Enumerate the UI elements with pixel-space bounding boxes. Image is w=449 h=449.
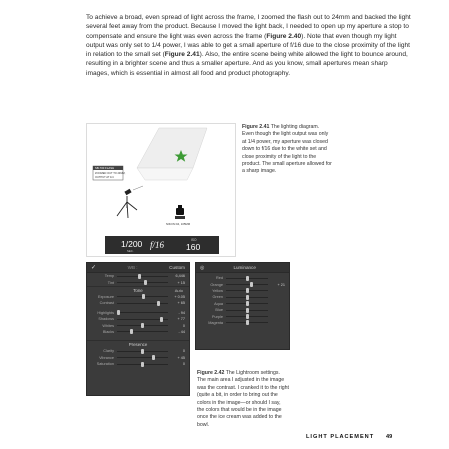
running-footer-title: LIGHT PLACEMENT <box>306 434 375 440</box>
slider-thumb[interactable] <box>160 317 163 322</box>
wb-value[interactable]: Custom <box>169 265 185 270</box>
slider-thumb[interactable] <box>141 349 144 354</box>
backdrop-top <box>137 128 207 168</box>
orange-luminance-slider[interactable]: Orange + 21 <box>210 282 285 287</box>
light-stand-leg <box>117 202 127 216</box>
red-luminance-slider[interactable]: Red <box>196 275 289 281</box>
slider-thumb[interactable] <box>250 282 253 287</box>
tone-section-header: Tone Auto <box>87 286 189 294</box>
magenta-luminance-slider[interactable]: Magenta <box>196 320 289 326</box>
clarity-slider[interactable]: Clarity 0 <box>103 349 185 354</box>
slider-thumb[interactable] <box>246 320 249 325</box>
slider-thumb[interactable] <box>141 362 144 367</box>
lightroom-basic-panel <box>86 262 190 396</box>
wb-row <box>87 263 189 273</box>
iso-label: ISO <box>191 238 197 242</box>
blue-luminance-slider[interactable]: Blue <box>196 307 289 313</box>
contrast-slider[interactable]: Contrast + 65 <box>99 301 185 306</box>
page-number: 49 <box>386 434 393 440</box>
luminance-title: Luminance <box>233 265 256 270</box>
camera-base <box>175 216 185 219</box>
slider-thumb[interactable] <box>130 329 133 334</box>
shutter-speed: 1/200 <box>121 239 143 249</box>
slider-thumb[interactable] <box>144 280 147 285</box>
slider-thumb[interactable] <box>246 295 249 300</box>
blacks-slider[interactable]: Blacks - 44 <box>102 329 185 334</box>
wb-label: WB : <box>127 265 138 270</box>
body-paragraph: To achieve a broad, even spread of light across the frame, I zoomed the flash out to 24mm and backed the light several feet away from the product. Because I moved the light back, I needed to open up my aperture a stop to compensate and ensure the light was even across the frame (Figure 2.40). Note that even though my light output was only set to 1/4 power, I was able to get a small aperture of f/16 due to the close proximity of the light in relation to the small set (Figure 2.41). Also, the entire scene being white allowed the light to bounce around, resulting in a brighter scene and thus a smaller aperture. And as you know, small apertures mean sharp images, which is essential in almost all food and product photography. <box>86 14 411 77</box>
slider-thumb[interactable] <box>246 276 249 281</box>
figure-ref-241: Figure 2.41 <box>164 51 200 59</box>
temp-slider[interactable]: Temp 6,446 <box>104 274 185 279</box>
exposure-slider[interactable]: Exposure + 0.05 <box>97 294 185 299</box>
highlights-slider[interactable]: Highlights - 94 <box>97 310 185 315</box>
lighting-diagram-svg <box>87 124 236 257</box>
slider-thumb[interactable] <box>141 323 144 328</box>
iso-value: 160 <box>186 242 201 252</box>
vibrance-slider[interactable]: Vibrance + 45 <box>99 355 185 360</box>
flash-head-icon <box>124 189 131 195</box>
slider-thumb[interactable] <box>117 310 120 315</box>
purple-luminance-slider[interactable]: Purple <box>196 313 289 319</box>
flash-note-line1: ZOOMED OUT TO 24MM, <box>95 172 126 176</box>
figure-242-caption: Figure 2.42 The Lightroom settings. The main area I adjusted in the image was the contrast. I cranked it to the right (quite a bit, in order to bring out the colors in the image—or should I say, the colors that would be in the image once the ice cream was added to the bowl. <box>197 370 289 428</box>
slider-thumb[interactable] <box>142 294 145 299</box>
flash-note-pointer <box>133 186 143 190</box>
flash-note-line2: OUTPUT AT 1/4 <box>95 175 114 179</box>
whites-slider[interactable]: Whites 0 <box>102 323 185 328</box>
saturation-slider[interactable]: Saturation 0 <box>96 362 185 367</box>
tint-slider[interactable]: Tint + 15 <box>107 280 185 285</box>
camera-label: NIKON D4, 105MM <box>166 222 191 226</box>
shadows-slider[interactable]: Shadows + 77 <box>98 317 185 322</box>
figure-ref-240: Figure 2.40 <box>266 32 302 40</box>
slider-thumb[interactable] <box>246 288 249 293</box>
slider-thumb[interactable] <box>246 301 249 306</box>
slider-thumb[interactable] <box>152 355 155 360</box>
luminance-header <box>196 263 289 273</box>
green-luminance-slider[interactable]: Green <box>196 294 289 300</box>
light-stand-leg <box>127 202 128 218</box>
camera-icon <box>176 208 184 215</box>
light-stand-leg <box>127 202 137 210</box>
slider-thumb[interactable] <box>138 274 141 279</box>
camera-lens-icon <box>178 205 182 208</box>
yellow-luminance-slider[interactable]: Yellow <box>196 288 289 294</box>
lighting-diagram <box>86 123 236 257</box>
presence-section-header: Presence <box>87 340 189 348</box>
backdrop-bottom <box>137 168 193 180</box>
target-adjust-icon[interactable]: ◎ <box>200 264 205 271</box>
eyedropper-icon[interactable]: ✓ <box>91 265 97 271</box>
shutter-unit: SEC. <box>127 249 134 253</box>
aperture-value: f/16 <box>150 240 165 250</box>
slider-thumb[interactable] <box>157 301 160 306</box>
flash-note-title: SB-700 FLASH <box>95 166 115 171</box>
slider-thumb[interactable] <box>246 314 249 319</box>
slider-thumb[interactable] <box>246 308 249 313</box>
lightroom-luminance-panel <box>195 262 290 350</box>
auto-tone-button[interactable]: Auto <box>174 287 183 293</box>
aqua-luminance-slider[interactable]: Aqua <box>196 301 289 307</box>
figure-241-caption: Figure 2.41 The lighting diagram. Even though the light output was only at 1/4 power, my aperture was closed down to f/16 due to the white set and close proximity of the light to the product. The small aperture allowed for a sharp image. <box>242 124 332 175</box>
